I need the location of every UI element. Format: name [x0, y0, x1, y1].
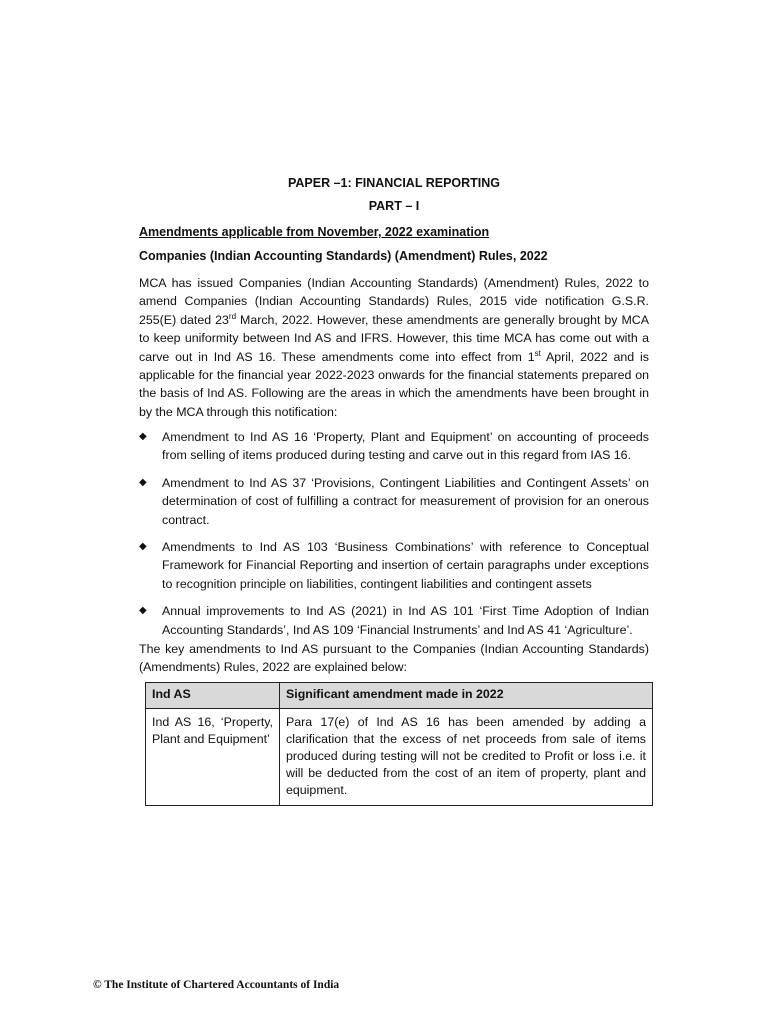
intro-sup-2: st — [534, 348, 541, 358]
table-intro-paragraph: The key amendments to Ind AS pursuant to the Companies (Indian Accounting Standards) (Amendments) Rules, 2022 are explained below: — [139, 642, 649, 675]
bullet-text: Annual improvements to Ind AS (2021) in Ind AS 101 ‘First Time Adoption of Indian Accounting Standards’, Ind AS 109 ‘Financial Instruments’ and Ind AS 41 ‘Agriculture’. — [162, 604, 649, 637]
section-heading: Amendments applicable from November, 2022 examination — [139, 225, 490, 239]
table-cell-ind-as: Ind AS 16, ‘Property, Plant and Equipment’ — [146, 709, 280, 806]
bullet-item — [139, 538, 649, 593]
bullet-item — [139, 602, 649, 639]
bullet-text: Amendment to Ind AS 37 ‘Provisions, Contingent Liabilities and Contingent Assets’ on determination of cost of fulfilling a contract for measurement of provision for an onerous contract. — [162, 475, 649, 527]
table-cell-amendment: Para 17(e) of Ind AS 16 has been amended by adding a clarification that the excess of net proceeds from sale of items produced during testing will not be credited to Profit or loss i.e. it will be deducted from the cost of an item of property, plant and equipment. — [280, 709, 653, 806]
table-row — [146, 709, 653, 806]
diamond-bullet-icon: ◆ — [139, 476, 147, 488]
copyright-footer: © The Institute of Chartered Accountants of India — [93, 979, 340, 991]
amendment-bullet-list — [139, 428, 649, 639]
bullet-text: Amendments to Ind AS 103 ‘Business Combinations’ with reference to Conceptual Framework for Financial Reporting and insertion of certain paragraphs under exceptions to recognition principle on liabilities, contingent liabilities and contingent assets — [162, 540, 649, 591]
diamond-bullet-icon: ◆ — [139, 605, 147, 617]
paper-title: PAPER –1: FINANCIAL REPORTING — [287, 176, 501, 190]
table-header-ind-as: Ind AS — [146, 683, 280, 709]
intro-text-2: March, 2022. However, these amendments are generally brought by MCA to keep uniformity between Ind AS and IFRS. However, this time MCA has come out with a carve out in Ind AS 16. These amendments come into effect from 1 — [139, 312, 649, 364]
bullet-item — [139, 428, 649, 465]
table-header-amendment: Significant amendment made in 2022 — [280, 683, 653, 709]
diamond-bullet-icon: ◆ — [139, 431, 147, 442]
bullet-item — [139, 474, 649, 529]
part-title: PART – I — [368, 199, 420, 213]
bullet-text: Amendment to Ind AS 16 ‘Property, Plant and Equipment’ on accounting of proceeds from selling of items produced during testing and carve out in this regard from IAS 16. — [162, 430, 649, 463]
intro-text-3: April, 2022 and is applicable for the financial year 2022-2023 onwards for the financial statements prepared on the basis of Ind AS. Following are the areas in which the amendments have been brought in by the MCA through this notification: — [139, 349, 649, 419]
intro-sup-1: rd — [228, 311, 237, 321]
intro-text-1: MCA has issued Companies (Indian Accounting Standards) (Amendment) Rules, 2022 to amend Companies (Indian Accounting Standards) Rules, 2015 vide notification G.S.R. 255(E) dated 23 — [139, 276, 649, 327]
subheading: Companies (Indian Accounting Standards) (Amendment) Rules, 2022 — [139, 249, 548, 263]
diamond-bullet-icon: ◆ — [139, 541, 147, 553]
intro-paragraph — [139, 274, 649, 421]
table-header-row — [146, 683, 653, 709]
amendments-table — [145, 682, 653, 806]
